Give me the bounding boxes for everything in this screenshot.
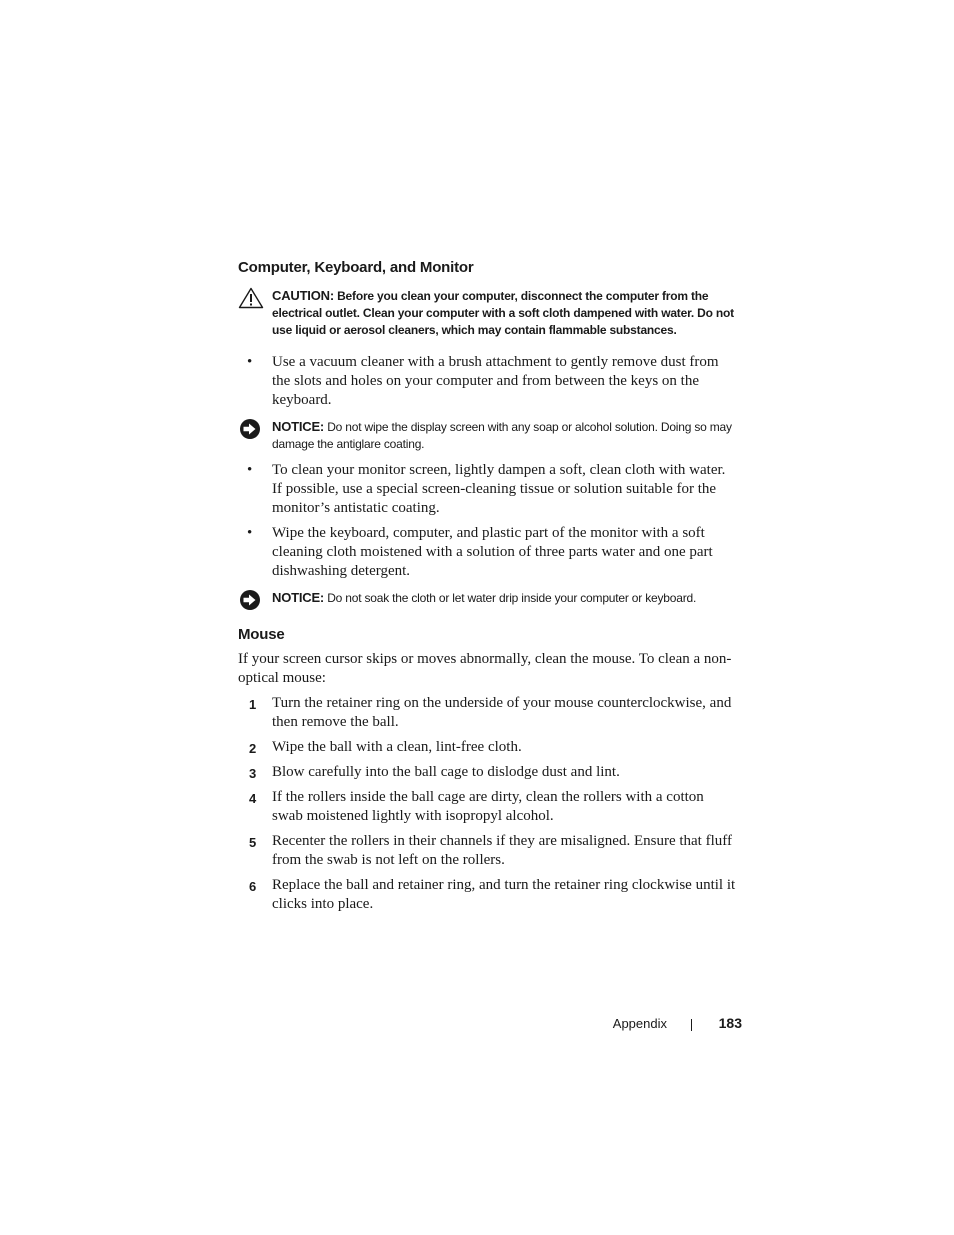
bullet-marker: • bbox=[247, 525, 253, 541]
bullet-marker: • bbox=[247, 354, 253, 370]
step-number: 4 bbox=[249, 791, 257, 806]
warning-triangle-icon bbox=[238, 287, 264, 309]
list-item bbox=[238, 788, 738, 826]
step-number: 3 bbox=[249, 766, 257, 781]
footer-section-name: Appendix bbox=[612, 1016, 667, 1031]
notice-arrow-icon bbox=[238, 589, 264, 611]
step-text: Recenter the rollers in their channels if they are misaligned. Ensure that fluff from the swab is not left on the rollers. bbox=[272, 833, 732, 868]
step-number: 1 bbox=[249, 697, 257, 712]
bullet-marker: • bbox=[247, 462, 253, 478]
notice-text: Do not wipe the display screen with any soap or alcohol solution. Doing so may damage the antiglare coating. bbox=[272, 420, 732, 451]
notice-block bbox=[238, 589, 738, 607]
page-footer bbox=[560, 1015, 742, 1035]
page-number: 183 bbox=[718, 1015, 742, 1031]
bullet-list bbox=[238, 353, 738, 410]
step-text: Blow carefully into the ball cage to dislodge dust and lint. bbox=[272, 764, 620, 780]
page-content bbox=[238, 258, 738, 914]
mouse-intro: If your screen cursor skips or moves abnormally, clean the mouse. To clean a non-optical mouse: bbox=[238, 651, 732, 686]
notice-block bbox=[238, 418, 738, 453]
caution-label: CAUTION: bbox=[272, 288, 334, 303]
caution-text: Before you clean your computer, disconnect the computer from the electrical outlet. Clean your computer with a soft cloth dampened with water. Do not use liquid or aerosol cleaners, which may contain flammable substances. bbox=[272, 289, 734, 337]
footer-separator bbox=[691, 1019, 692, 1031]
step-number: 2 bbox=[249, 741, 257, 756]
list-item bbox=[238, 353, 738, 410]
step-text: Wipe the ball with a clean, lint-free cloth. bbox=[272, 739, 522, 755]
list-item bbox=[238, 461, 738, 518]
bullet-list bbox=[238, 461, 738, 581]
step-text: Replace the ball and retainer ring, and turn the retainer ring clockwise until it clicks into place. bbox=[272, 877, 736, 912]
step-number: 6 bbox=[249, 879, 257, 894]
list-item bbox=[238, 694, 738, 732]
bullet-text: Wipe the keyboard, computer, and plastic part of the monitor with a soft cleaning cloth moistened with a solution of three parts water and one part dishwashing detergent. bbox=[272, 525, 713, 579]
section-heading-mouse: Mouse bbox=[238, 626, 285, 643]
caution-block bbox=[238, 287, 738, 339]
step-text: If the rollers inside the ball cage are dirty, clean the rollers with a cotton swab moistened lightly with isopropyl alcohol. bbox=[272, 789, 704, 824]
notice-label: NOTICE: bbox=[272, 419, 325, 434]
list-item bbox=[238, 524, 738, 581]
list-item bbox=[238, 832, 738, 870]
step-number: 5 bbox=[249, 835, 257, 850]
notice-text: Do not soak the cloth or let water drip inside your computer or keyboard. bbox=[327, 591, 697, 605]
list-item bbox=[238, 763, 738, 782]
mouse-steps bbox=[238, 694, 738, 914]
bullet-text: To clean your monitor screen, lightly dampen a soft, clean cloth with water. If possible, use a special screen-cleaning tissue or solution suitable for the monitor’s antistatic coating. bbox=[272, 462, 726, 516]
section-heading-computer: Computer, Keyboard, and Monitor bbox=[238, 259, 474, 276]
notice-arrow-icon bbox=[238, 418, 264, 440]
list-item bbox=[238, 738, 738, 757]
notice-label: NOTICE: bbox=[272, 590, 325, 605]
list-item bbox=[238, 876, 738, 914]
step-text: Turn the retainer ring on the underside of your mouse counterclockwise, and then remove the ball. bbox=[272, 695, 732, 730]
bullet-text: Use a vacuum cleaner with a brush attachment to gently remove dust from the slots and holes on your computer and from between the keys on the keyboard. bbox=[272, 354, 719, 408]
